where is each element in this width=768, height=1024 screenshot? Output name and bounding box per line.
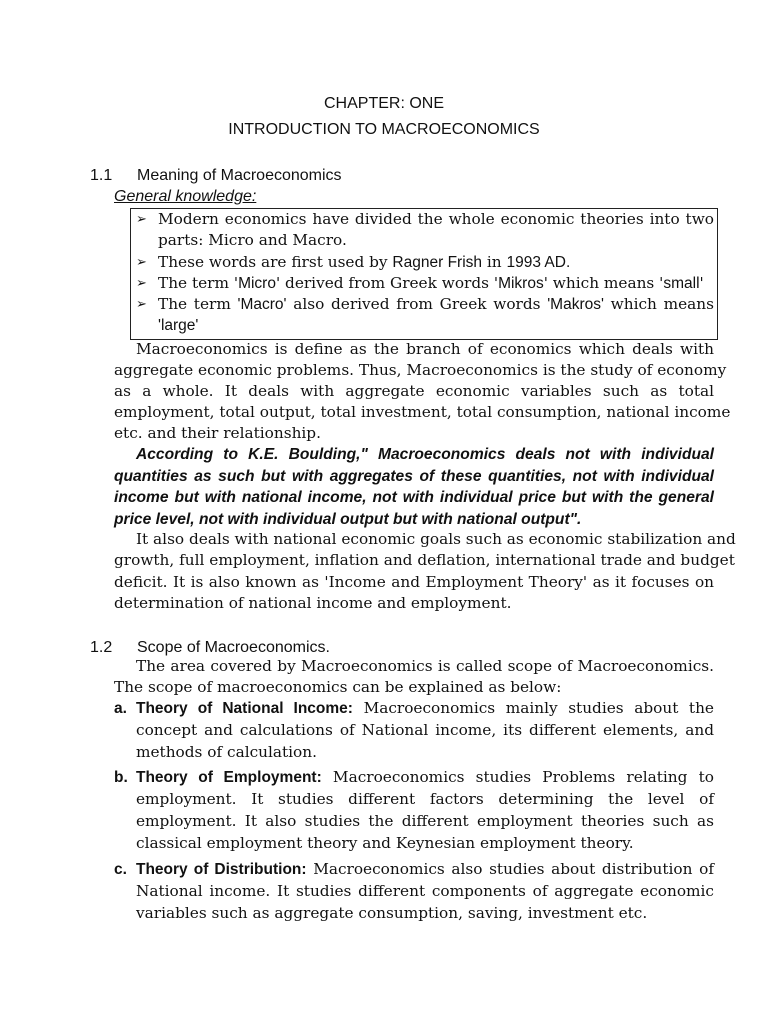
bullet-4-line-1: The term 'Macro' also derived from Greek words 'Makros' which means xyxy=(158,295,714,313)
para1-line-3: as a whole. It deals with aggregate economic variables such as total xyxy=(114,382,714,400)
quote-line-1: According to K.E. Boulding," Macroeconomics deals not with individual xyxy=(136,446,714,463)
arrow-bullet-icon: ➢ xyxy=(136,212,147,227)
chapter-title: INTRODUCTION TO MACROECONOMICS xyxy=(228,121,540,138)
bullet-3: The term 'Micro' derived from Greek words 'Mikros' which means 'small' xyxy=(158,274,704,292)
subheading: General knowledge: xyxy=(114,188,257,205)
quote-line-4: price level, not with individual output but with national output". xyxy=(114,511,582,528)
item-c-line-3: variables such as aggregate consumption, saving, investment etc. xyxy=(136,904,648,922)
item-a-line-3: methods of calculation. xyxy=(136,743,317,761)
item-c-line-1: Theory of Distribution: Macroeconomics also studies about distribution of xyxy=(136,860,714,878)
quote-line-3: income but with national income, not with individual price but with the general xyxy=(114,489,714,506)
item-b-line-1: Theory of Employment: Macroeconomics studies Problems relating to xyxy=(136,768,714,786)
item-c-line-2: National income. It studies different components of aggregate economic xyxy=(136,882,714,900)
bullet-1-line-2: parts: Micro and Macro. xyxy=(158,231,347,249)
para1-line-4: employment, total output, total investment, total consumption, national income xyxy=(114,403,731,421)
arrow-bullet-icon: ➢ xyxy=(136,276,147,291)
item-a-line-1: Theory of National Income: Macroeconomics mainly studies about the xyxy=(136,699,714,717)
chapter-label: CHAPTER: ONE xyxy=(323,95,444,112)
para1-line-1: Macroeconomics is define as the branch of economics which deals with xyxy=(136,340,714,358)
section-number: 1.1 xyxy=(90,167,113,184)
bullet-1-line-1: Modern economics have divided the whole economic theories into two xyxy=(158,210,714,228)
list-marker: a. xyxy=(114,700,127,717)
list-marker: c. xyxy=(114,861,127,878)
scope-intro-line-1: The area covered by Macroeconomics is called scope of Macroeconomics. xyxy=(136,657,714,675)
item-b-line-3: employment. It also studies the different employment theories such as xyxy=(136,812,714,830)
para1-line-5: etc. and their relationship. xyxy=(114,424,321,442)
item-b-line-4: classical employment theory and Keynesian employment theory. xyxy=(136,834,634,852)
bullet-4-line-2: 'large' xyxy=(158,317,199,334)
para2-line-2: growth, full employment, inflation and deflation, international trade and budget xyxy=(114,551,735,569)
scope-intro-line-2: The scope of macroeconomics can be explained as below: xyxy=(114,678,562,696)
list-marker: b. xyxy=(114,769,128,786)
bullet-2: These words are first used by Ragner Frish in 1993 AD. xyxy=(158,253,571,271)
section-heading: Scope of Macroeconomics. xyxy=(137,639,330,656)
para2-line-4: determination of national income and employment. xyxy=(114,594,512,612)
quote-line-2: quantities as such but with aggregates of these quantities, not with individual xyxy=(114,468,714,485)
para1-line-2: aggregate economic problems. Thus, Macroeconomics is the study of economy xyxy=(114,361,727,379)
section-number: 1.2 xyxy=(90,639,113,656)
item-a-line-2: concept and calculations of National income, its different elements, and xyxy=(136,721,714,739)
arrow-bullet-icon: ➢ xyxy=(136,255,147,270)
item-b-line-2: employment. It studies different factors determining the level of xyxy=(136,790,714,808)
arrow-bullet-icon: ➢ xyxy=(136,297,147,312)
section-heading: Meaning of Macroeconomics xyxy=(137,167,342,184)
para2-line-1: It also deals with national economic goals such as economic stabilization and xyxy=(136,530,736,548)
para2-line-3: deficit. It is also known as 'Income and Employment Theory' as it focuses on xyxy=(114,573,714,591)
